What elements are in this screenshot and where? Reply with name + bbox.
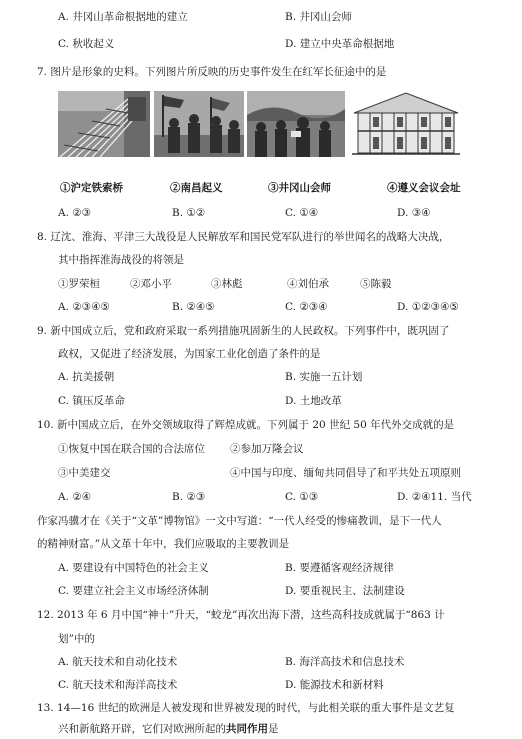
q10-option-c: C. ①③ [285,491,319,503]
q12-option-c: C. 航天技术和海洋高技术 [58,679,178,691]
q10-stem: 10. 新中国成立后，在外交领域取得了辉煌成就。下列属于 20 世纪 50 年代外交成就的是 [37,419,455,431]
q9-option-d: D. 土地改革 [285,395,342,407]
q9-stem-line1: 9. 新中国成立后，党和政府采取一系列措施巩固新生的人民政权。下列事件中，既巩固了 [37,325,450,337]
q11-option-a: A. 要建设有中国特色的社会主义 [58,562,209,574]
q7-option-c: C. ①④ [285,207,319,219]
q8-option-d: D. ①②③④⑤ [397,301,459,313]
q6-option-c: C. 秋收起义 [58,38,115,50]
q12-option-a: A. 航天技术和自动化技术 [58,656,178,668]
q9-option-a: A. 抗美援朝 [58,371,115,383]
q7-caption-4: ④遵义会议会址 [387,182,461,194]
q8-stem-line1: 8. 辽沈、淮海、平津三大战役是人民解放军和国民党军队进行的举世闻名的战略大决战， [37,231,450,243]
q9-option-b: B. 实施一五计划 [285,371,363,383]
q8-option-a: A. ②③④⑤ [58,301,110,313]
q8-choice-5: ⑤陈毅 [360,278,392,290]
q10-item-1: ①恢复中国在联合国的合法席位 [58,443,205,455]
q10-option-b: B. ②③ [172,491,206,503]
q11-stem-line2: 的精神财富。”从文革十年中，我们应吸取的主要教训是 [37,538,290,550]
photo-zunyi-meeting-site [350,87,462,159]
q10-item-4: ④中国与印度、缅甸共同倡导了和平共处五项原则 [230,467,461,479]
q9-stem-line2: 政权，又促进了经济发展，为国家工业化创造了条件的是 [58,348,321,360]
q13-stem-line2 [58,722,279,736]
q8-choice-2: ②邓小平 [130,278,172,290]
photo-nanchang-uprising [154,91,244,157]
q6-option-b: B. 井冈山会师 [285,11,352,23]
q7-caption-2: ②南昌起义 [170,182,223,194]
q11-option-b: B. 要遵循客观经济规律 [285,562,394,574]
q7-option-b: B. ①② [172,207,206,219]
q8-stem-line2: 其中指挥淮海战役的将领是 [58,254,184,266]
q13-stem-line2-prefix: 兴和新航路开辟，它们对欧洲所起的 [58,723,226,735]
q7-option-d: D. ③④ [397,207,431,219]
q7-stem: 7. 图片是形象的史料。下列图片所反映的历史事件发生在红军长征途中的是 [37,66,387,78]
q8-choice-1: ①罗荣桓 [58,278,100,290]
q7-caption-1: ①沪定铁索桥 [60,182,123,194]
q10-option-a: A. ②④ [58,491,92,503]
q13-stem-line2-suffix: 是 [268,723,279,735]
q8-choice-4: ④刘伯承 [287,278,329,290]
q7-caption-3: ③井冈山会师 [268,182,331,194]
q11-stem-line1: 作家冯骥才在《关于“文革”博物馆》一文中写道：“一代人经受的惨痛教训，是下一代人 [37,515,442,527]
q8-option-b: B. ②④⑤ [172,301,215,313]
q11-option-d: D. 要重视民主、法制建设 [285,585,405,597]
q13-emphasis: 共同作用 [226,723,268,735]
q10-option-d: D. ②④11. 当代 [397,491,472,503]
q8-choice-3: ③林彪 [211,278,243,290]
q7-option-a: A. ②③ [58,207,92,219]
q11-option-c: C. 要建立社会主义市场经济体制 [58,585,209,597]
q10-item-3: ③中美建交 [58,467,111,479]
q12-stem-line1: 12. 2013 年 6 月中国“神十”升天，“蛟龙”再次出海下潜，这些高科技成就属于“863 计 [37,609,445,621]
q13-stem-line1: 13. 14—16 世纪的欧洲是人被发现和世界被发现的时代，与此相关联的重大事件是文艺复 [37,702,455,714]
q6-option-a: A. 井冈山革命根据地的建立 [58,11,188,23]
q9-option-c: C. 镇压反革命 [58,395,125,407]
q8-option-c: C. ②③④ [285,301,328,313]
q12-stem-line2: 划”中的 [58,633,95,645]
q12-option-d: D. 能源技术和新材料 [285,679,384,691]
q12-option-b: B. 海洋高技术和信息技术 [285,656,405,668]
photo-luding-bridge [58,91,150,157]
q6-option-d: D. 建立中央革命根据地 [285,38,395,50]
q10-item-2: ②参加万隆会议 [230,443,304,455]
photo-jinggangshan-meeting [247,91,345,157]
